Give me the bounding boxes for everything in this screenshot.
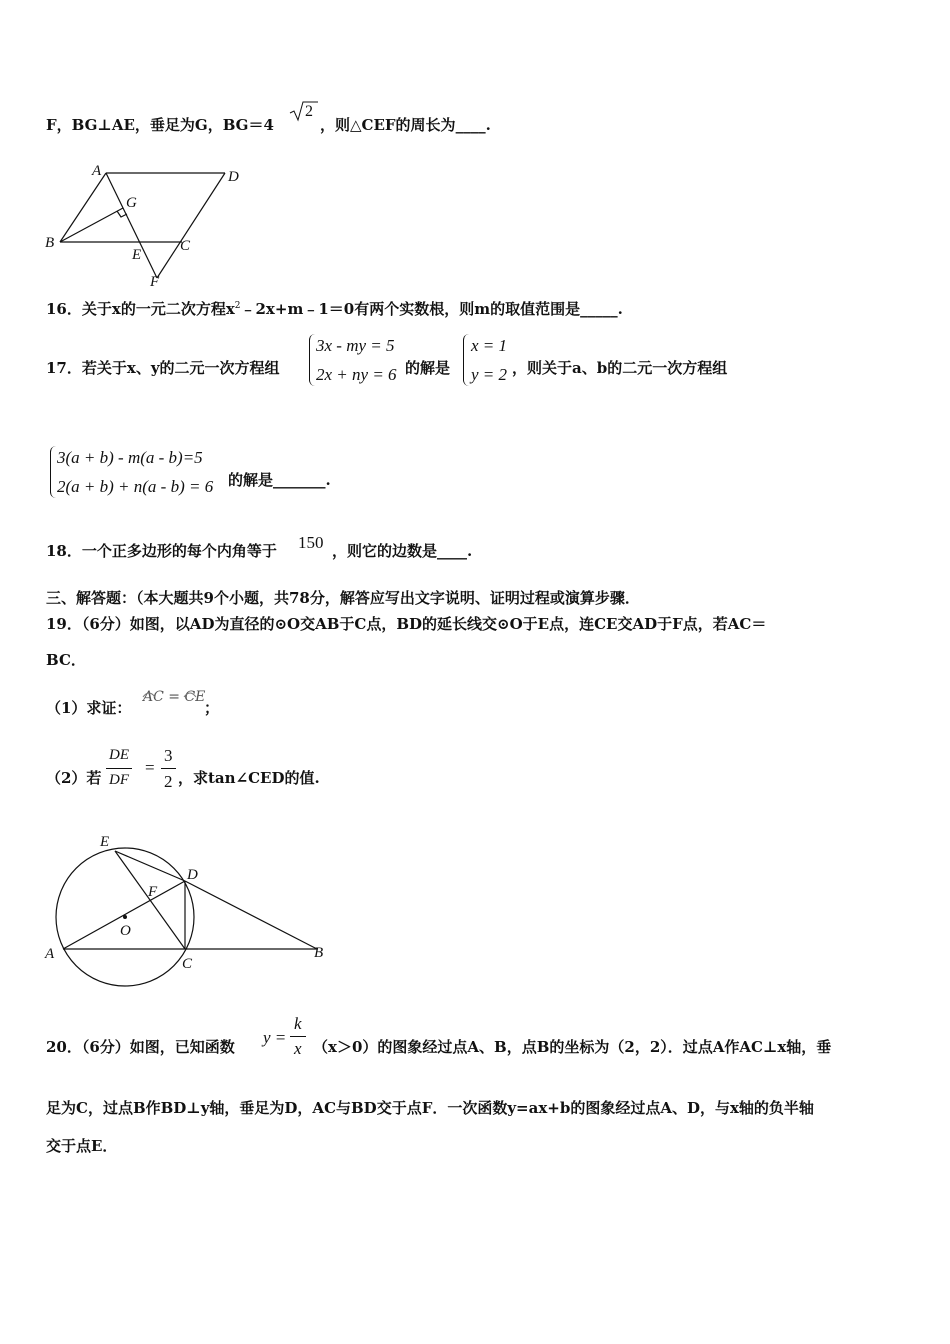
q18-angle: 150 (298, 533, 324, 552)
frac-den-2: 2 (164, 772, 173, 791)
func-y: y = (263, 1028, 287, 1047)
func-den-x: x (294, 1039, 302, 1058)
frac-den-df: DF (109, 772, 129, 788)
arc-mark-icon (141, 684, 221, 694)
sol-eq2: y = 2 (471, 365, 508, 384)
frac-eq: = (145, 758, 155, 777)
section-title: 三、解答题：（本大题共9个小题，共78分，解答应写出文字说明、证明过程或演算步骤． (46, 589, 640, 607)
figure-circle (40, 825, 340, 995)
q19-part1-formula: AC = CE (143, 689, 206, 705)
sqrt-radical-icon (288, 100, 318, 122)
q18-text-2: ，则它的边数是____. (332, 542, 473, 560)
q19-line1: 19．（6分）如图，以AD为直径的⊙O交AB于C点，BD的延长线交⊙O于E点，连CE交AD于F点，若AC＝ (46, 615, 767, 633)
fig1-label-f: F (150, 274, 160, 290)
q17-text-2: 的解是 (405, 359, 451, 377)
figure-parallelogram (40, 160, 250, 290)
q19-line2: BC． (46, 651, 86, 669)
fig1-label-d: D (228, 169, 239, 185)
q17-text-4: 的解是_______. (228, 471, 331, 489)
sys1-eq2: 2x + ny = 6 (316, 365, 397, 384)
fig1-label-c: C (180, 238, 191, 254)
q17-text: 17．若关于x、y的二元一次方程组 (46, 359, 280, 377)
q15-text-2: ，则△CEF的周长为____. (320, 116, 491, 134)
q20-text: 20．（6分）如图，已知函数 (46, 1038, 235, 1056)
q19-part2-end: ，求tan∠CED的值. (178, 769, 320, 787)
fig1-label-a: A (92, 163, 102, 179)
sqrt-number: 2 (305, 103, 313, 120)
fig2-label-b: B (314, 945, 324, 961)
q15-text: F，BG⊥AE，垂足为G，BG＝4 (46, 116, 274, 134)
sol-eq1: x = 1 (471, 336, 508, 355)
fig2-label-c: C (182, 956, 193, 972)
fig1-label-g: G (126, 195, 137, 211)
q19-part1-label: （1）求证： (46, 699, 132, 717)
fig2-label-e: E (100, 834, 110, 850)
frac-num-3: 3 (164, 746, 173, 765)
sys1-eq1: 3x - my = 5 (316, 336, 395, 355)
sys2-eq1: 3(a + b) - m(a - b)=5 (57, 448, 203, 467)
q17-text-3: ，则关于a、b的二元一次方程组 (512, 359, 728, 377)
q19-part2-label: （2）若 (46, 769, 102, 787)
sol-brace (463, 334, 469, 386)
func-frac-bar (290, 1036, 306, 1037)
fig2-label-o: O (120, 923, 131, 939)
sqrt-symbol (288, 100, 318, 122)
q20-text-2: （x＞0）的图象经过点A、B，点B的坐标为（2，2）．过点A作AC⊥x轴，垂 (313, 1038, 832, 1056)
q20-line3: 交于点E． (46, 1137, 118, 1155)
fig2-label-f: F (148, 884, 158, 900)
q18-text: 18．一个正多边形的每个内角等于 (46, 542, 277, 560)
frac-bar-1 (106, 768, 132, 769)
q19-part1-end: ； (204, 699, 220, 717)
fig2-label-a: A (45, 946, 55, 962)
fig1-label-b: B (45, 235, 55, 251)
sys1-brace (309, 334, 315, 386)
frac-bar-2 (161, 768, 176, 769)
q16-text: 16．关于x的一元二次方程$x^2﹣2x+m﹣1=0$有两个实数根，则m的取值范围是_____. (46, 300, 623, 318)
fig1-label-e: E (132, 247, 142, 263)
sys2-brace (50, 446, 56, 498)
sys2-eq2: 2(a + b) + n(a - b) = 6 (57, 477, 214, 496)
func-num-k: k (294, 1014, 302, 1033)
frac-num-de: DE (109, 747, 129, 763)
fig2-label-d: D (187, 867, 198, 883)
q20-line2: 足为C，过点B作BD⊥y轴，垂足为D，AC与BD交于点F．一次函数y=ax+b的图象经过点A、D，与x轴的负半轴 (46, 1099, 814, 1117)
